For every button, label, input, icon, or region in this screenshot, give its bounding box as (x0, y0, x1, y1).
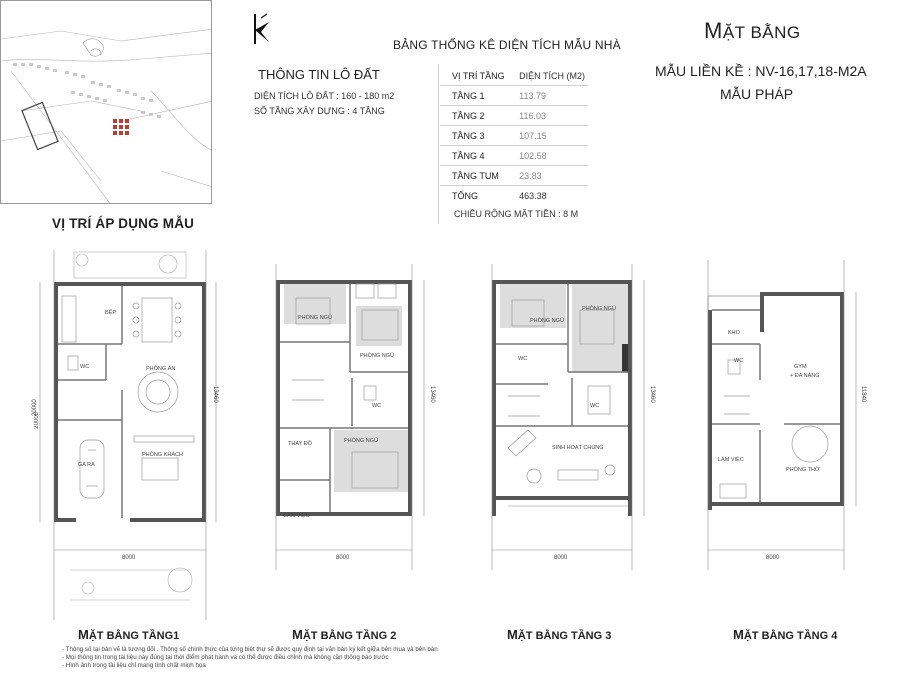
caption-initial: M (507, 627, 518, 642)
lot-area: DIỆN TÍCH LÔ ĐẤT : 160 - 180 m2 (254, 91, 395, 101)
room-label-bedroom: PHÒNG NGỦ (530, 318, 564, 324)
plan-1-right-dimension: 13460 (212, 386, 218, 403)
main-title-initial: M (704, 18, 723, 43)
table-cell-floor: TẦNG 1 (440, 86, 507, 106)
stats-title: BẢNG THỐNG KÊ DIỆN TÍCH MẪU NHÀ (393, 38, 621, 52)
table-divider (438, 64, 439, 224)
floor-plan-2-drawing (252, 240, 452, 640)
caption-rest: ẶT BẰNG TẦNG 4 (743, 630, 838, 642)
lot-info-title: THÔNG TIN LÔ ĐẤT (258, 67, 380, 82)
floor-plan-4 (684, 240, 884, 640)
floor-plan-2-caption (292, 627, 396, 642)
plan-width-dimension: 8000 (554, 555, 568, 561)
caption-initial: M (733, 627, 744, 642)
plan-height-dimension: 20000 (32, 399, 38, 416)
room-label-study: LÀM VIỆC (718, 457, 744, 463)
table-total-value: 463.38 (507, 186, 588, 206)
table-cell-area: 116.03 (507, 106, 588, 126)
main-title-rest: ẶT BẰNG (722, 23, 801, 42)
room-label-garage: GA RA (78, 462, 95, 468)
plan-3-height-dimension: 13460 (649, 386, 655, 403)
location-map (0, 0, 212, 204)
room-label-worship-room: PHÒNG THỜ (786, 467, 820, 473)
floor-plan-4-drawing (684, 240, 884, 640)
location-map-drawing (1, 1, 212, 204)
footnote: - Thông số tại bản vẽ là tương đối . Thông số chính thức của từng biệt thự sẽ được quy định tại văn bản ký kết giữa bên mua và bên bán (62, 646, 438, 653)
area-table (440, 66, 588, 205)
floor-plan-3-drawing (468, 240, 668, 640)
frontage-width: CHIỀU RỘNG MẶT TIỀN : 8 M (454, 209, 579, 219)
table-total-label: TỔNG (440, 186, 507, 206)
brand-logo-icon (251, 12, 273, 46)
floor-plan-1 (30, 240, 230, 640)
plan-width-dimension: 8000 (766, 555, 780, 561)
caption-rest: ẶT BẰNG TẦNG 3 (517, 630, 612, 642)
floor-plan-3-caption (507, 627, 611, 642)
plan-2-height-dimension: 13460 (429, 386, 435, 403)
caption-initial: M (292, 627, 303, 642)
table-total-row (440, 186, 588, 206)
table-cell-floor: TẦNG TUM (440, 166, 507, 186)
room-label-bedroom: PHÒNG NGỦ (582, 306, 616, 312)
room-label-bedroom: PHÒNG NGỦ (344, 438, 378, 444)
table-cell-area: 107.15 (507, 126, 588, 146)
room-label-wc: WC (734, 358, 744, 364)
table-row (440, 126, 588, 146)
room-label-bedroom: PHÒNG NGỦ (360, 353, 394, 359)
room-label-dining: PHÒNG ĂN (146, 366, 176, 372)
floor-plan-4-caption (733, 627, 837, 642)
room-label-study: LÀM VIỆC (284, 513, 310, 519)
plan-4-height-dimension: 11840 (860, 386, 866, 403)
room-label-dressing: THAY ĐỒ (288, 441, 312, 447)
room-label-wc: WC (518, 356, 528, 362)
table-cell-area: 113.79 (507, 86, 588, 106)
table-cell-floor: TẦNG 2 (440, 106, 507, 126)
caption-rest: ẶT BẰNG TẦNG 2 (302, 630, 397, 642)
caption-rest: ẶT BẰNG TẦNG1 (88, 630, 180, 642)
table-row (440, 146, 588, 166)
table-header-area: DIỆN TÍCH (M2) (519, 70, 585, 81)
room-label-common-room: SINH HOẠT CHUNG (552, 445, 604, 451)
table-cell-area: 102.58 (507, 146, 588, 166)
room-label-living: PHÒNG KHÁCH (142, 452, 183, 458)
floor-plan-1-caption (78, 627, 179, 642)
room-label-wc: WC (80, 364, 90, 370)
footnote: - Mọi thông tin trong tài liệu này đúng tại thời điểm phát hành và có thể được điều chỉnh mà không cần thông báo trước (62, 654, 389, 662)
footnote: - Hình ảnh trong tài liệu chỉ mang tính chất minh họa (62, 662, 206, 670)
plan-1-height-dimension: 20000 (34, 412, 40, 429)
table-header-floor: VỊ TRÍ TẦNG (452, 70, 505, 81)
table-row (440, 166, 588, 186)
room-label-storage: KHO (728, 330, 740, 336)
table-cell-floor: TẦNG 4 (440, 146, 507, 166)
table-cell-area: 23.83 (507, 166, 588, 186)
floor-plan-3 (468, 240, 668, 640)
table-header-row (440, 66, 588, 86)
room-label-wc: WC (372, 403, 382, 409)
main-title (704, 18, 801, 44)
location-map-caption: VỊ TRÍ ÁP DỤNG MẪU (52, 216, 195, 231)
model-style: MẪU PHÁP (720, 86, 794, 102)
model-code: MẪU LIỀN KỀ : NV-16,17,18-M2A (655, 63, 867, 79)
floor-plan-1-drawing (30, 240, 230, 640)
room-label-kitchen: BẾP (105, 310, 117, 316)
plan-width-dimension: 8000 (336, 555, 350, 561)
footnotes (62, 646, 438, 671)
room-label-gym: GYM (794, 364, 807, 370)
caption-initial: M (78, 627, 89, 642)
plan-width-dimension: 8000 (122, 555, 136, 561)
room-label-wc: WC (590, 403, 600, 409)
table-row (440, 86, 588, 106)
room-label-multipurpose: + ĐA NĂNG (790, 373, 820, 379)
room-label-bedroom: PHÒNG NGỦ (298, 315, 332, 321)
table-cell-floor: TẦNG 3 (440, 126, 507, 146)
lot-floors: SỐ TẦNG XÂY DỰNG : 4 TẦNG (254, 106, 385, 116)
floor-plan-2 (252, 240, 452, 640)
table-row (440, 106, 588, 126)
